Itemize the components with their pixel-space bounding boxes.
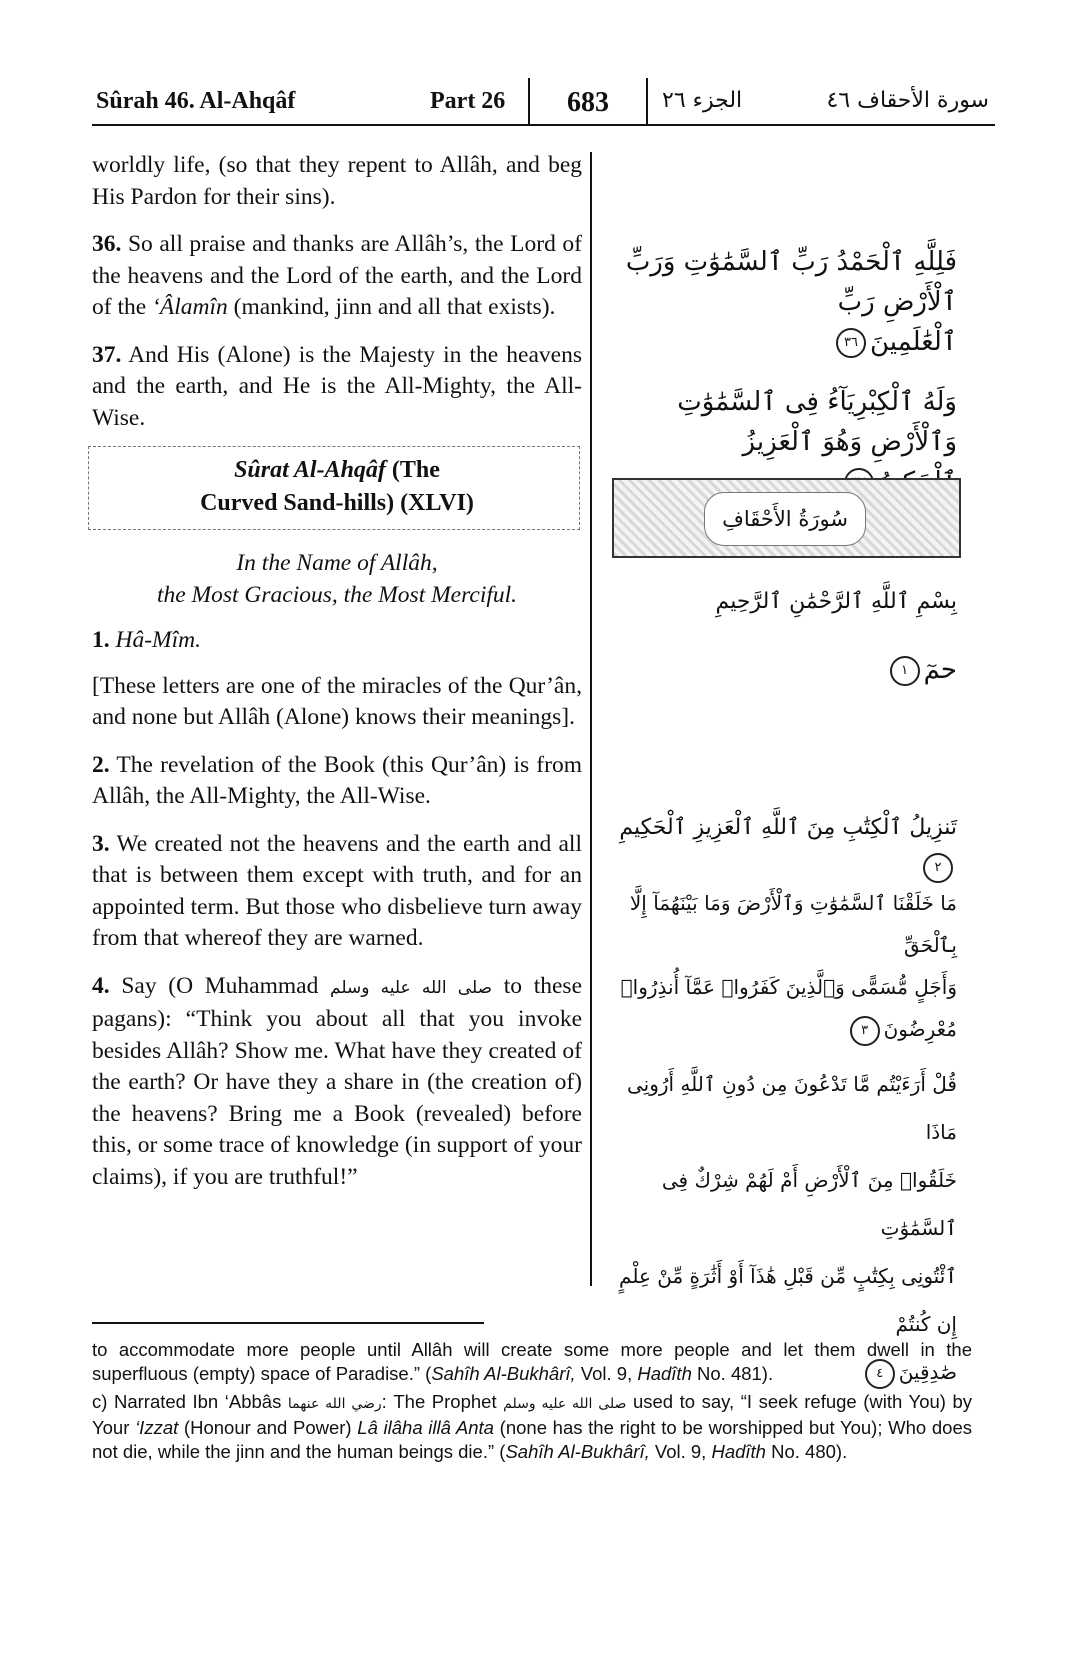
verse-36-end: (mankind, jinn and all that exists). bbox=[227, 294, 556, 320]
verse-36-number: 36. bbox=[92, 231, 122, 257]
footnote-2-radi: رضي الله عنهما bbox=[287, 1396, 382, 1412]
verse-4-arabic-line-1: قُلْ أَرَءَيْتُم مَّا تَدْعُونَ مِن دُونِ ٱللَّهِ أَرُونِى مَاذَا bbox=[626, 1072, 957, 1144]
verse-1-number: 1. bbox=[92, 627, 110, 653]
footnote-2-izzat: ‘Izzat bbox=[135, 1417, 179, 1438]
verse-4-arabic-line-3: ٱئْتُونِى بِكِتَٰبٍ مِّن قَبْلِ هَٰذَآ أَوْ أَثَٰرَةٍ مِّنْ عِلْمٍ إِن كُنتُمْ bbox=[619, 1264, 957, 1336]
verse-4-text-a: Say (O Muhammad bbox=[121, 972, 331, 999]
footnote-2 bbox=[92, 1390, 972, 1464]
verse-36-arabic-line-2: ٱلْعَٰلَمِينَ bbox=[870, 327, 957, 357]
header-arabic-juz: الجزء ٢٦ bbox=[662, 88, 743, 113]
footnote-2-salawat: صلى الله عليه وسلم bbox=[503, 1396, 627, 1412]
surah-banner-title: سُورَةُ الأَحْقَافِ bbox=[704, 492, 866, 546]
verse-2-marker: ٢ bbox=[923, 853, 953, 883]
english-column bbox=[92, 150, 582, 1193]
verse-1-note: [These letters are one of the miracles of the Qur’ân, and none but Allâh (Alone) knows their meanings]. bbox=[92, 672, 582, 730]
verse-1-marker: ١ bbox=[890, 656, 920, 686]
surah-title-rest: (The bbox=[385, 457, 440, 483]
footnote-2-text-f: Vol. 9, bbox=[649, 1441, 712, 1462]
verse-2-arabic-text: تَنزِيلُ ٱلْكِتَٰبِ مِنَ ٱللَّهِ ٱلْعَزِيزِ ٱلْحَكِيمِ bbox=[619, 815, 957, 840]
footnote-1 bbox=[92, 1338, 972, 1386]
footnote-2-source: Sahîh Al-Bukhârî, bbox=[505, 1441, 650, 1462]
footnote-1-text-b: Vol. 9, bbox=[575, 1363, 638, 1384]
verse-3-arabic-line-1: مَا خَلَقْنَا ٱلسَّمَٰوَٰتِ وَٱلْأَرْضَ وَمَا بَيْنَهُمَآ إِلَّا بِٱلْحَقِّ bbox=[629, 891, 957, 957]
footnote-2-text-d: (Honour and Power) bbox=[178, 1417, 358, 1438]
verse-3-text: We created not the heavens and the earth and all that is between them except with truth, and for an appointed term. But those who disbelieve turn away from that whereof they are warned. bbox=[92, 830, 582, 951]
surah-banner bbox=[612, 478, 961, 558]
surah-title-italic: Sûrat Al-Ahqâf bbox=[234, 457, 386, 483]
verse-37-arabic-line-1: وَلَهُ ٱلْكِبْرِيَآءُ فِى ٱلسَّمَٰوَٰتِ وَٱلْأَرْضِ وَهُوَ ٱلْعَزِيزُ bbox=[677, 387, 957, 457]
verse-4-marker: ٤ bbox=[865, 1359, 895, 1389]
verse-37-english bbox=[92, 340, 582, 435]
header-rule bbox=[92, 124, 995, 126]
verse-37-text: And His (Alone) is the Majesty in the heavens and the earth, and He is the All-Mighty, the All-Wise. bbox=[92, 341, 582, 431]
footnote-2-text-b: : The Prophet bbox=[381, 1391, 504, 1412]
verse-1-text: Hâ-Mîm. bbox=[115, 627, 201, 653]
surah-title-block bbox=[92, 454, 582, 528]
verse-36-arabic-line-1: فَلِلَّهِ ٱلْحَمْدُ رَبِّ ٱلسَّمَٰوَٰتِ وَرَبِّ ٱلْأَرْضِ رَبِّ bbox=[625, 247, 957, 317]
bismillah-line-1: In the Name of Allâh, bbox=[236, 550, 438, 576]
bismillah-english bbox=[92, 548, 582, 611]
intro-paragraph: worldly life, (so that they repent to Allâh, and beg His Pardon for their sins). bbox=[92, 152, 582, 210]
footnote-2-text-a: c) Narrated Ibn ‘Abbâs bbox=[92, 1391, 288, 1412]
verse-1-arabic bbox=[612, 650, 957, 690]
page-header bbox=[92, 78, 995, 126]
footnote-1-hadith: Hadîth bbox=[637, 1363, 692, 1384]
verse-4-text-b: to these pagans): “Think you about all that you invoke besides Allâh? Show me. What have they created of the earth? Or have they a share in (the creation of) the heavens? Bring me a Book (revealed) before this, or some trace of knowledge (in support of your claims), if you are truthful!” bbox=[92, 972, 582, 1190]
verse-36-english bbox=[92, 229, 582, 324]
bismillah-line-2: the Most Gracious, the Most Merciful. bbox=[156, 581, 518, 608]
footnote-2-text-g: No. 480). bbox=[765, 1441, 848, 1462]
header-surah-title: Sûrah 46. Al-Ahqâf bbox=[96, 88, 296, 114]
verse-3-arabic bbox=[612, 882, 957, 1050]
footnote-2-hadith: Hadîth bbox=[711, 1441, 766, 1462]
header-arabic-surah: سورة الأحقاف ٤٦ bbox=[826, 88, 989, 113]
column-divider bbox=[590, 152, 592, 1286]
verse-2-english bbox=[92, 750, 582, 813]
verse-36-marker: ٣٦ bbox=[836, 328, 866, 358]
footnote-2-text-c: used to say, “I seek refuge (with You) by Your bbox=[92, 1391, 973, 1438]
footnote-1-text-a: to accommodate more people until Allâh will create some more people and let them dwell in the superfluous (empty) space of Paradise.” ( bbox=[92, 1339, 972, 1384]
verse-4-salawat: صلى الله عليه وسلم bbox=[330, 977, 493, 998]
verse-1-arabic-text: حمٓ bbox=[923, 655, 957, 685]
surah-title-line2: Curved Sand-hills) (XLVI) bbox=[200, 490, 474, 516]
verse-4-arabic-line-4: صَٰدِقِينَ bbox=[898, 1360, 957, 1384]
verse-3-english bbox=[92, 829, 582, 955]
verse-36-arabic bbox=[612, 242, 957, 362]
header-page-number: 683 bbox=[528, 78, 648, 124]
verse-1-english bbox=[92, 625, 582, 657]
verse-4-english bbox=[92, 971, 582, 1194]
footnote-1-text-c: No. 481). bbox=[691, 1363, 774, 1384]
footnotes bbox=[92, 1338, 972, 1468]
verse-2-text: The revelation of the Book (this Qur’ân) is from Allâh, the All-Mighty, the All-Wise. bbox=[92, 751, 582, 809]
verse-3-number: 3. bbox=[92, 830, 110, 857]
verse-36-text: So all praise and thanks are Allâh’s, the Lord of the heavens and the Lord of the earth, and the Lord of the bbox=[92, 231, 583, 320]
verse-2-number: 2. bbox=[92, 751, 110, 778]
footnote-rule bbox=[92, 1322, 484, 1324]
verse-36-italic: ‘Âlamîn bbox=[152, 294, 228, 320]
header-part: Part 26 bbox=[430, 88, 506, 114]
verse-4-arabic-line-2: خَلَقُوا۟ مِنَ ٱلْأَرْضِ أَمْ لَهُمْ شِرْكٌ فِى ٱلسَّمَٰوَٰتِ bbox=[661, 1168, 957, 1240]
footnote-2-text-e: (none has the right to be worshipped but You); Who does not die, while the jinn and the human beings die.” ( bbox=[92, 1417, 972, 1462]
verse-2-arabic bbox=[612, 808, 957, 888]
verse-37-number: 37. bbox=[92, 341, 122, 368]
verse-3-arabic-line-2: وَأَجَلٍ مُّسَمًّى وَٱلَّذِينَ كَفَرُوا۟ عَمَّآ أُنذِرُوا۟ مُعْرِضُونَ bbox=[620, 975, 957, 1041]
footnote-1-source: Sahîh Al-Bukhârî, bbox=[431, 1363, 576, 1384]
bismillah-arabic: بِسْمِ ٱللَّهِ ٱلرَّحْمَٰنِ ٱلرَّحِيمِ bbox=[715, 589, 957, 614]
surah-title-frame bbox=[88, 446, 580, 530]
footnote-2-la-ilaha: Lâ ilâha illâ Anta bbox=[357, 1417, 494, 1438]
verse-3-marker: ٣ bbox=[850, 1016, 880, 1046]
verse-4-number: 4. bbox=[92, 972, 110, 999]
